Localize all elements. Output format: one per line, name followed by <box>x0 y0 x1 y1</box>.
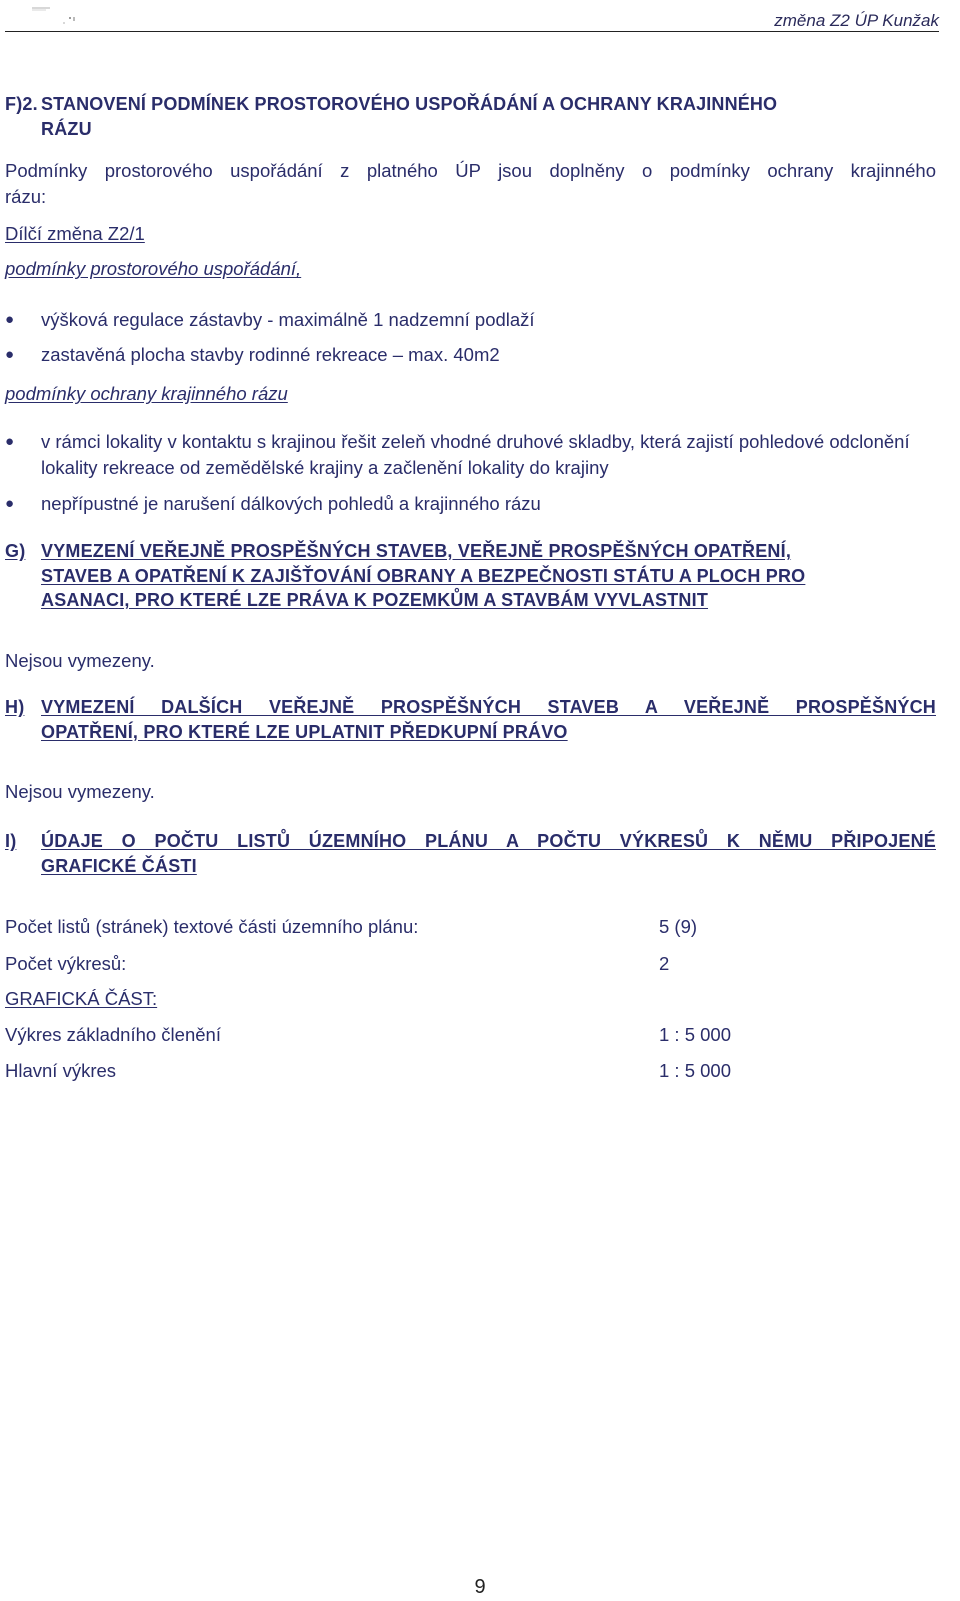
section-g-line1: VYMEZENÍ VEŘEJNĚ PROSPĚŠNÝCH STAVEB, VEŘEJNĚ PROSPĚŠNÝCH OPATŘENÍ, <box>41 541 792 561</box>
section-f2-title-line1: STANOVENÍ PODMÍNEK PROSTOROVÉHO USPOŘÁDÁNÍ A OCHRANY KRAJINNÉHO <box>41 94 778 114</box>
bullet-icon: ● <box>5 346 15 363</box>
section-h-label: H) <box>5 697 25 717</box>
count-row-label: Počet listů (stránek) textové části územního plánu: <box>5 916 419 937</box>
count-row-value: 5 (9) <box>659 916 698 937</box>
bullet-icon: ● <box>5 311 15 328</box>
bullet-icon: ● <box>5 495 15 512</box>
section-h-heading <box>5 695 936 744</box>
section-f2-title-line2: RÁZU <box>41 118 92 139</box>
section-i-heading <box>5 829 936 878</box>
section-i-line2: GRAFICKÉ ČÁSTI <box>41 855 197 876</box>
section-g-body: Nejsou vymezeny. <box>5 650 155 671</box>
bullet-item <box>5 491 936 517</box>
section-f2-intro <box>5 158 936 210</box>
bullet-text: zastavěná plocha stavby rodinné rekreace – max. 40m2 <box>41 344 500 365</box>
drawing-scale: 1 : 5 000 <box>659 1060 732 1081</box>
subchange-title: Dílčí změna Z2/1 <box>5 223 145 244</box>
intro-line1: Podmínky prostorového uspořádání z platného ÚP jsou doplněny o podmínky ochrany krajinného <box>5 160 936 181</box>
bullet-item <box>5 429 936 481</box>
section-i-label: I) <box>5 831 17 851</box>
count-row-value: 2 <box>659 953 670 974</box>
bullet-text: výšková regulace zástavby - maximálně 1 nadzemní podlaží <box>41 309 535 330</box>
bullet-text: v rámci lokality v kontaktu s krajinou řešit zeleň vhodné druhové skladby, která zajistí pohledové odclonění lokality rekreace od zemědělské krajiny a začlenění lokality do krajiny <box>41 431 910 478</box>
section-g-heading <box>5 539 936 613</box>
header-rule <box>5 31 939 32</box>
section-h-line1: VYMEZENÍ DALŠÍCH VEŘEJNĚ PROSPĚŠNÝCH STAVEB A VEŘEJNĚ PROSPĚŠNÝCH <box>41 697 936 717</box>
bullet-icon: ● <box>5 433 15 450</box>
section-h-line2: OPATŘENÍ, PRO KTERÉ LZE UPLATNIT PŘEDKUPNÍ PRÁVO <box>41 721 568 742</box>
section-f2-label: F)2. <box>5 94 38 114</box>
section-h-body: Nejsou vymezeny. <box>5 781 155 802</box>
section-g-line2: STAVEB A OPATŘENÍ K ZAJIŠŤOVÁNÍ OBRANY A BEZPEČNOSTI STÁTU A PLOCH PRO <box>41 565 806 586</box>
graphic-part-heading: GRAFICKÁ ČÁST: <box>5 988 158 1009</box>
bullet-item <box>5 342 936 368</box>
section-f2-heading <box>5 92 936 141</box>
header-title: změna Z2 ÚP Kunžak <box>774 11 939 30</box>
bullet-text: nepřípustné je narušení dálkových pohledů a krajinného rázu <box>41 493 541 514</box>
sub1-title: podmínky prostorového uspořádání, <box>5 258 302 279</box>
bullet-item <box>5 307 936 333</box>
section-g-label: G) <box>5 541 26 561</box>
header-logo <box>30 4 78 26</box>
count-row-label: Počet výkresů: <box>5 953 127 974</box>
section-g-line3: ASANACI, PRO KTERÉ LZE PRÁVA K POZEMKŮM A STAVBÁM VYVLASTNIT <box>41 590 709 610</box>
drawing-scale: 1 : 5 000 <box>659 1024 732 1045</box>
drawing-name: Výkres základního členění <box>5 1024 221 1045</box>
section-i-line1: ÚDAJE O POČTU LISTŮ ÚZEMNÍHO PLÁNU A POČTU VÝKRESŮ K NĚMU PŘIPOJENÉ <box>41 831 936 851</box>
intro-line2: rázu: <box>5 186 47 207</box>
drawing-name: Hlavní výkres <box>5 1060 117 1081</box>
sub2-title: podmínky ochrany krajinného rázu <box>5 383 288 404</box>
page-number: 9 <box>474 1576 486 1598</box>
